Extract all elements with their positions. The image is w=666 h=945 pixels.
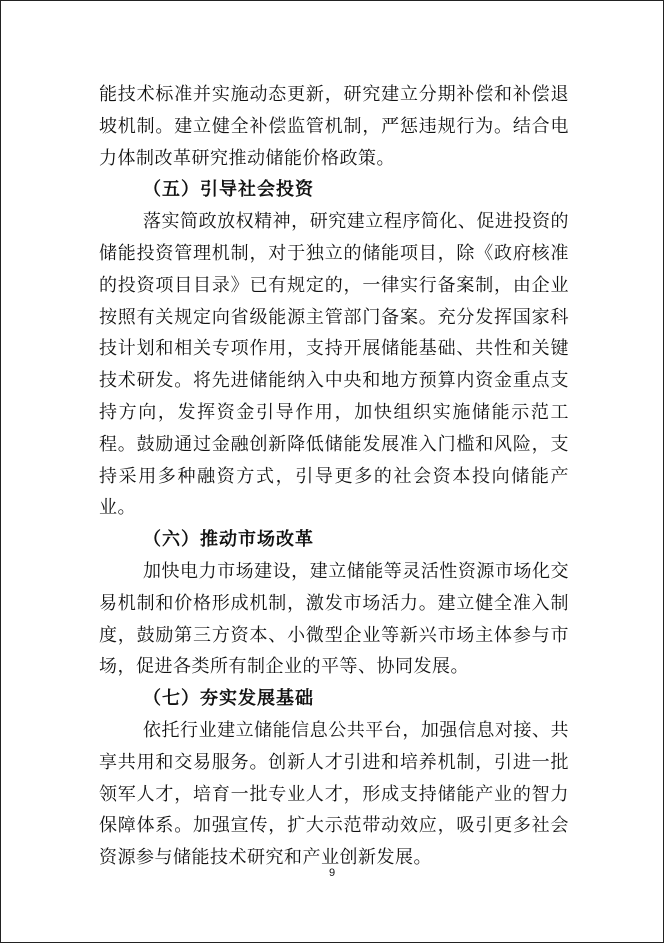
section-heading-7: （七）夯实发展基础 [143, 688, 314, 710]
paragraph-market-reform: 加快电力市场建设，建立储能等灵活性资源市场化交易机制和价格形成机制，激发市场活力。建立健全准入制度，鼓励第三方资本、小微型企业等新兴市场主体参与市场，促进各类所有制企业的平等、协同发展。 [99, 560, 569, 678]
paragraph-pricing-continuation: 能技术标准并实施动态更新，研究建立分期补偿和补偿退坡机制。建立健全补偿监管机制，严惩违规行为。结合电力体制改革研究推动储能价格政策。 [99, 84, 569, 169]
paragraph-social-investment: 落实简政放权精神，研究建立程序简化、促进投资的储能投资管理机制，对于独立的储能项目，除《政府核准的投资项目目录》已有规定的，一律实行备案制，由企业按照有关规定向省级能源主管部门备案。充分发挥国家科技计划和相关专项作用，支持开展储能基础、共性和关键技术研发。将先进储能纳入中央和地方预算内资金重点支持方向，发挥资金引导作用，加快组织实施储能示范工程。鼓励通过金融创新降低储能发展准入门槛和风险，支持采用多种融资方式，引导更多的社会资本投向储能产业。 [99, 211, 569, 519]
section-heading-5: （五）引导社会投资 [143, 179, 314, 201]
section-heading-6: （六）推动市场改革 [143, 529, 314, 551]
document-body [99, 79, 569, 874]
page-number: 9 [328, 867, 336, 879]
paragraph-development-foundation: 依托行业建立储能信息公共平台，加强信息对接、共享共用和交易服务。创新人才引进和培养机制，引进一批领军人才，培育一批专业人才，形成支持储能产业的智力保障体系。加强宣传，扩大示范带动效应，吸引更多社会资源参与储能技术研究和产业创新发展。 [99, 719, 569, 869]
